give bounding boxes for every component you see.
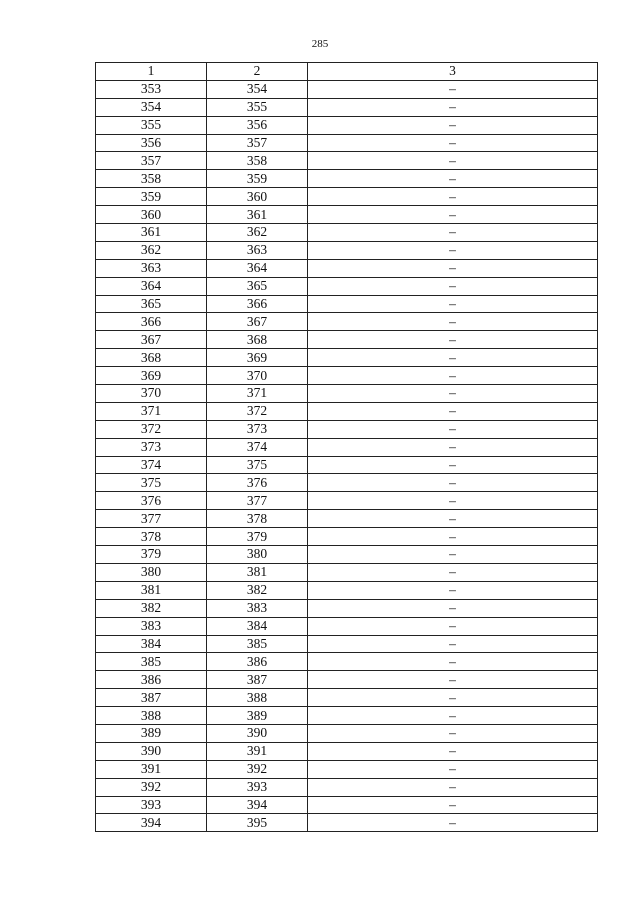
table-cell-col-2: 373	[207, 420, 308, 438]
table-cell-col-3: –	[308, 241, 598, 259]
table-row	[96, 313, 598, 331]
table-cell-col-3: –	[308, 206, 598, 224]
table-row	[96, 259, 598, 277]
table-cell-col-3: –	[308, 349, 598, 367]
page-number: 285	[311, 38, 329, 50]
table-cell-col-2: 361	[207, 206, 308, 224]
table-cell-col-3: –	[308, 438, 598, 456]
table-cell-col-2: 379	[207, 528, 308, 546]
table-cell-col-3: –	[308, 98, 598, 116]
table-cell-col-3: –	[308, 420, 598, 438]
table-cell-col-3: –	[308, 599, 598, 617]
table-cell-col-3: –	[308, 188, 598, 206]
table-cell-col-2: 389	[207, 707, 308, 725]
table-row	[96, 80, 598, 98]
table-row	[96, 760, 598, 778]
table-cell-col-3: –	[308, 814, 598, 832]
table-cell-col-1: 376	[96, 492, 207, 510]
table-cell-col-2: 369	[207, 349, 308, 367]
table-cell-col-2: 376	[207, 474, 308, 492]
table-cell-col-3: –	[308, 80, 598, 98]
table-cell-col-3: –	[308, 152, 598, 170]
table-row	[96, 528, 598, 546]
table-cell-col-2: 384	[207, 617, 308, 635]
table-cell-col-2: 378	[207, 510, 308, 528]
table-row	[96, 563, 598, 581]
table-row	[96, 778, 598, 796]
table-cell-col-2: 355	[207, 98, 308, 116]
table-cell-col-3: –	[308, 796, 598, 814]
table-cell-col-2: 364	[207, 259, 308, 277]
table-cell-col-1: 377	[96, 510, 207, 528]
table-cell-col-1: 362	[96, 241, 207, 259]
table-cell-col-2: 365	[207, 277, 308, 295]
table-cell-col-1: 367	[96, 331, 207, 349]
table-cell-col-2: 363	[207, 241, 308, 259]
table-cell-col-1: 392	[96, 778, 207, 796]
column-header-3: 3	[308, 63, 598, 81]
table-cell-col-3: –	[308, 492, 598, 510]
table-cell-col-1: 364	[96, 277, 207, 295]
table-row	[96, 295, 598, 313]
table-cell-col-2: 354	[207, 80, 308, 98]
table-cell-col-1: 353	[96, 80, 207, 98]
table-cell-col-2: 387	[207, 671, 308, 689]
table-header	[96, 63, 598, 81]
table-row	[96, 492, 598, 510]
table-cell-col-2: 382	[207, 581, 308, 599]
table-cell-col-3: –	[308, 653, 598, 671]
table-row	[96, 546, 598, 564]
table-cell-col-3: –	[308, 617, 598, 635]
table-row	[96, 581, 598, 599]
table-row	[96, 707, 598, 725]
table-cell-col-3: –	[308, 760, 598, 778]
table-cell-col-2: 388	[207, 689, 308, 707]
table-row	[96, 206, 598, 224]
table-cell-col-3: –	[308, 474, 598, 492]
table-cell-col-1: 383	[96, 617, 207, 635]
table-cell-col-3: –	[308, 778, 598, 796]
table-cell-col-3: –	[308, 295, 598, 313]
table-cell-col-2: 377	[207, 492, 308, 510]
table-cell-col-1: 359	[96, 188, 207, 206]
table-cell-col-2: 356	[207, 116, 308, 134]
table-cell-col-2: 394	[207, 796, 308, 814]
table-row	[96, 474, 598, 492]
table-cell-col-1: 369	[96, 367, 207, 385]
table-cell-col-1: 379	[96, 546, 207, 564]
table-cell-col-2: 374	[207, 438, 308, 456]
table-row	[96, 98, 598, 116]
table-cell-col-1: 355	[96, 116, 207, 134]
table-cell-col-1: 372	[96, 420, 207, 438]
table-cell-col-3: –	[308, 635, 598, 653]
table-cell-col-3: –	[308, 385, 598, 403]
table-row	[96, 420, 598, 438]
table-cell-col-3: –	[308, 671, 598, 689]
table-cell-col-3: –	[308, 116, 598, 134]
table-row	[96, 724, 598, 742]
table-row	[96, 402, 598, 420]
data-table	[95, 62, 598, 832]
table-cell-col-3: –	[308, 742, 598, 760]
table-row	[96, 796, 598, 814]
table-cell-col-3: –	[308, 546, 598, 564]
table-cell-col-1: 381	[96, 581, 207, 599]
table-cell-col-3: –	[308, 528, 598, 546]
table-cell-col-2: 393	[207, 778, 308, 796]
table-row	[96, 134, 598, 152]
table-cell-col-3: –	[308, 456, 598, 474]
table-row	[96, 188, 598, 206]
column-header-2: 2	[207, 63, 308, 81]
table-cell-col-3: –	[308, 689, 598, 707]
table-cell-col-1: 358	[96, 170, 207, 188]
table-cell-col-3: –	[308, 277, 598, 295]
table-row	[96, 635, 598, 653]
table-cell-col-2: 372	[207, 402, 308, 420]
table-cell-col-3: –	[308, 224, 598, 242]
table-cell-col-2: 370	[207, 367, 308, 385]
table-cell-col-3: –	[308, 707, 598, 725]
table-cell-col-1: 366	[96, 313, 207, 331]
table-cell-col-3: –	[308, 563, 598, 581]
table-row	[96, 456, 598, 474]
table-cell-col-2: 367	[207, 313, 308, 331]
table-cell-col-1: 386	[96, 671, 207, 689]
table-cell-col-1: 365	[96, 295, 207, 313]
table-row	[96, 241, 598, 259]
table-cell-col-2: 366	[207, 295, 308, 313]
table-cell-col-2: 359	[207, 170, 308, 188]
table-row	[96, 152, 598, 170]
table-cell-col-1: 387	[96, 689, 207, 707]
table-row	[96, 599, 598, 617]
table-cell-col-1: 374	[96, 456, 207, 474]
table-cell-col-3: –	[308, 510, 598, 528]
table-cell-col-1: 391	[96, 760, 207, 778]
table-row	[96, 116, 598, 134]
table-cell-col-1: 361	[96, 224, 207, 242]
table-cell-col-2: 375	[207, 456, 308, 474]
table-cell-col-2: 395	[207, 814, 308, 832]
table-cell-col-1: 356	[96, 134, 207, 152]
table-cell-col-2: 358	[207, 152, 308, 170]
table-cell-col-3: –	[308, 170, 598, 188]
table-cell-col-1: 360	[96, 206, 207, 224]
table-cell-col-1: 394	[96, 814, 207, 832]
table-row	[96, 170, 598, 188]
table-row	[96, 742, 598, 760]
table-cell-col-2: 362	[207, 224, 308, 242]
table-cell-col-1: 380	[96, 563, 207, 581]
table-row	[96, 277, 598, 295]
table-cell-col-3: –	[308, 259, 598, 277]
table-cell-col-1: 382	[96, 599, 207, 617]
table-row	[96, 510, 598, 528]
table-cell-col-2: 371	[207, 385, 308, 403]
table-cell-col-2: 357	[207, 134, 308, 152]
table-cell-col-1: 393	[96, 796, 207, 814]
table-row	[96, 689, 598, 707]
table-cell-col-3: –	[308, 724, 598, 742]
table-cell-col-3: –	[308, 367, 598, 385]
table-cell-col-3: –	[308, 402, 598, 420]
table-cell-col-1: 354	[96, 98, 207, 116]
table-cell-col-1: 370	[96, 385, 207, 403]
table-cell-col-3: –	[308, 331, 598, 349]
table-cell-col-2: 383	[207, 599, 308, 617]
table-cell-col-1: 388	[96, 707, 207, 725]
table-cell-col-2: 390	[207, 724, 308, 742]
table-cell-col-2: 392	[207, 760, 308, 778]
table-row	[96, 814, 598, 832]
table-row	[96, 653, 598, 671]
table-cell-col-2: 386	[207, 653, 308, 671]
table-cell-col-1: 375	[96, 474, 207, 492]
table-cell-col-1: 363	[96, 259, 207, 277]
table-cell-col-2: 380	[207, 546, 308, 564]
table-cell-col-1: 389	[96, 724, 207, 742]
table-cell-col-2: 381	[207, 563, 308, 581]
table-row	[96, 224, 598, 242]
table-cell-col-3: –	[308, 313, 598, 331]
table-cell-col-1: 390	[96, 742, 207, 760]
table-cell-col-2: 391	[207, 742, 308, 760]
header-row	[96, 63, 598, 81]
table-row	[96, 331, 598, 349]
table-cell-col-2: 385	[207, 635, 308, 653]
table-body	[96, 80, 598, 831]
table-cell-col-1: 368	[96, 349, 207, 367]
table-row	[96, 367, 598, 385]
table-row	[96, 671, 598, 689]
table-cell-col-3: –	[308, 581, 598, 599]
table-row	[96, 385, 598, 403]
table-cell-col-1: 385	[96, 653, 207, 671]
table-row	[96, 617, 598, 635]
column-header-1: 1	[96, 63, 207, 81]
table-cell-col-2: 360	[207, 188, 308, 206]
table-cell-col-1: 357	[96, 152, 207, 170]
table-cell-col-1: 373	[96, 438, 207, 456]
table-cell-col-3: –	[308, 134, 598, 152]
table-cell-col-1: 384	[96, 635, 207, 653]
table-cell-col-2: 368	[207, 331, 308, 349]
table-cell-col-1: 378	[96, 528, 207, 546]
table-row	[96, 349, 598, 367]
table-row	[96, 438, 598, 456]
table-cell-col-1: 371	[96, 402, 207, 420]
